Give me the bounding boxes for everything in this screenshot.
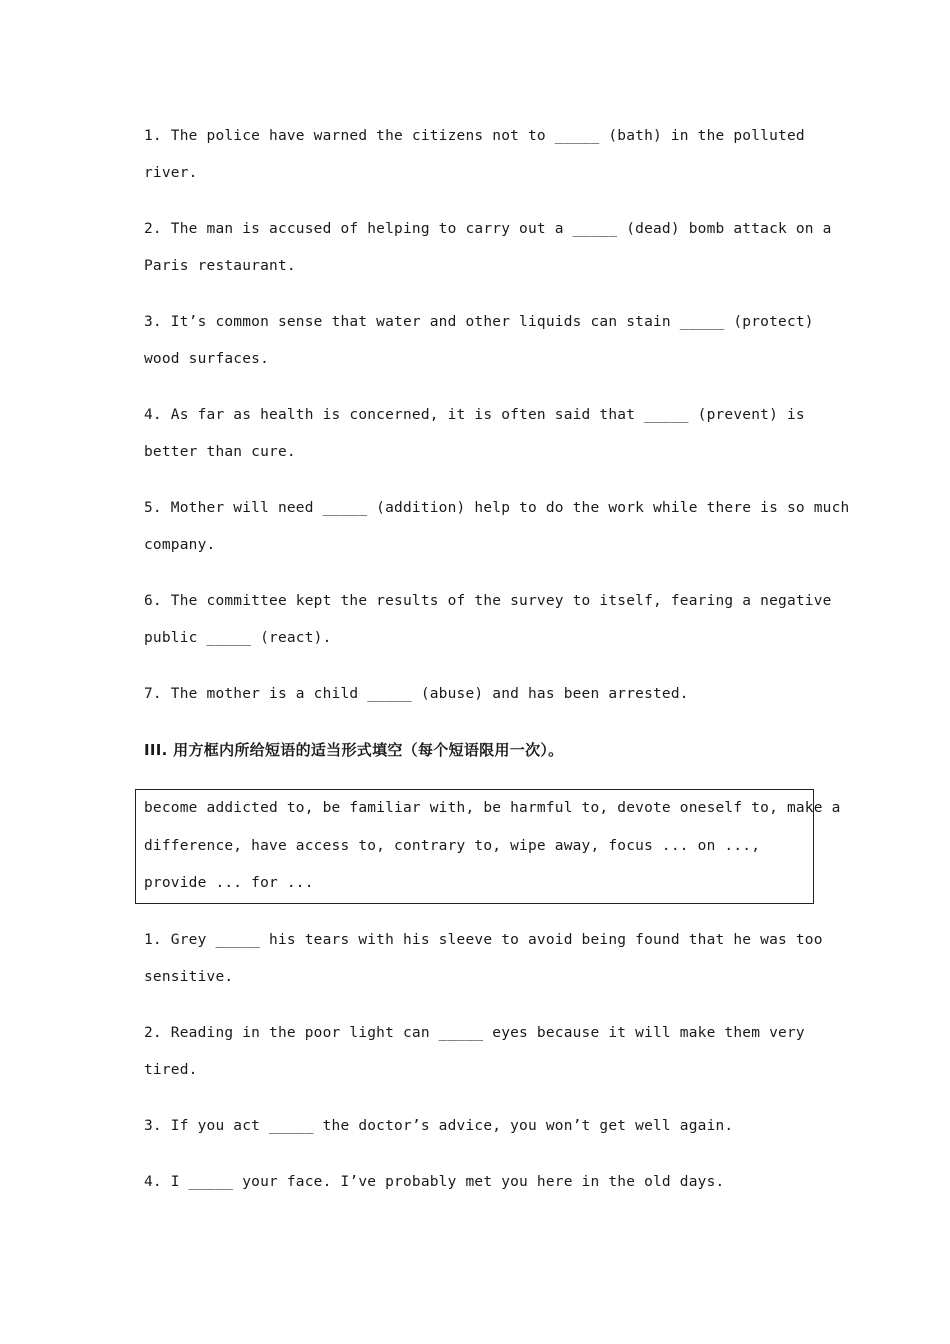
exercise-line: river. (144, 165, 198, 181)
exercise-line: better than cure. (144, 444, 296, 460)
phrase-line: provide ... for ... (144, 875, 314, 891)
fill-item-3 (144, 1108, 816, 1145)
exercise-line: company. (144, 537, 216, 553)
exercise-line: 4. I _____ your face. I’ve probably met you here in the old days. (144, 1173, 725, 1190)
fill-item-2 (144, 1015, 816, 1089)
exercise-item-3 (144, 304, 816, 378)
exercise-line: 5. Mother will need _____ (addition) help to do the work while there is so much (144, 500, 850, 516)
exercise-line: 1. The police have warned the citizens not to _____ (bath) in the polluted (144, 128, 805, 144)
exercise-line: public _____ (react). (144, 630, 332, 646)
fill-item-1 (144, 922, 823, 996)
exercise-item-7 (144, 676, 816, 713)
exercise-line: tired. (144, 1061, 198, 1078)
phrase-line: become addicted to, be familiar with, be harmful to, devote oneself to, make a (144, 800, 841, 816)
document-content (144, 118, 850, 1220)
exercise-item-2 (144, 211, 832, 285)
exercise-line: 3. It’s common sense that water and other liquids can stain _____ (protect) (144, 314, 814, 330)
exercise-item-1 (144, 118, 816, 192)
exercise-line: 7. The mother is a child _____ (abuse) and has been arrested. (144, 686, 689, 702)
section-heading: III. 用方框内所给短语的适当形式填空（每个短语限用一次）。 (144, 741, 564, 759)
exercise-line: 6. The committee kept the results of the survey to itself, fearing a negative (144, 593, 832, 609)
exercise-line: 2. Reading in the poor light can _____ eyes because it will make them very (144, 1024, 805, 1041)
exercise-item-4 (144, 397, 816, 471)
exercise-line: 4. As far as health is concerned, it is often said that _____ (prevent) is (144, 407, 805, 423)
exercise-item-5 (144, 490, 850, 564)
exercise-line: 1. Grey _____ his tears with his sleeve to avoid being found that he was too (144, 931, 823, 948)
phrase-box (135, 789, 841, 904)
exercise-line: sensitive. (144, 968, 234, 985)
exercise-line: Paris restaurant. (144, 258, 296, 274)
exercise-line: wood surfaces. (144, 351, 270, 367)
exercise-line: 2. The man is accused of helping to carry out a _____ (dead) bomb attack on a (144, 221, 832, 237)
exercise-line: 3. If you act _____ the doctor’s advice, you won’t get well again. (144, 1117, 734, 1134)
phrase-line: difference, have access to, contrary to, wipe away, focus ... on ..., (144, 837, 761, 854)
exercise-item-6 (144, 583, 832, 657)
fill-item-4 (144, 1164, 816, 1201)
